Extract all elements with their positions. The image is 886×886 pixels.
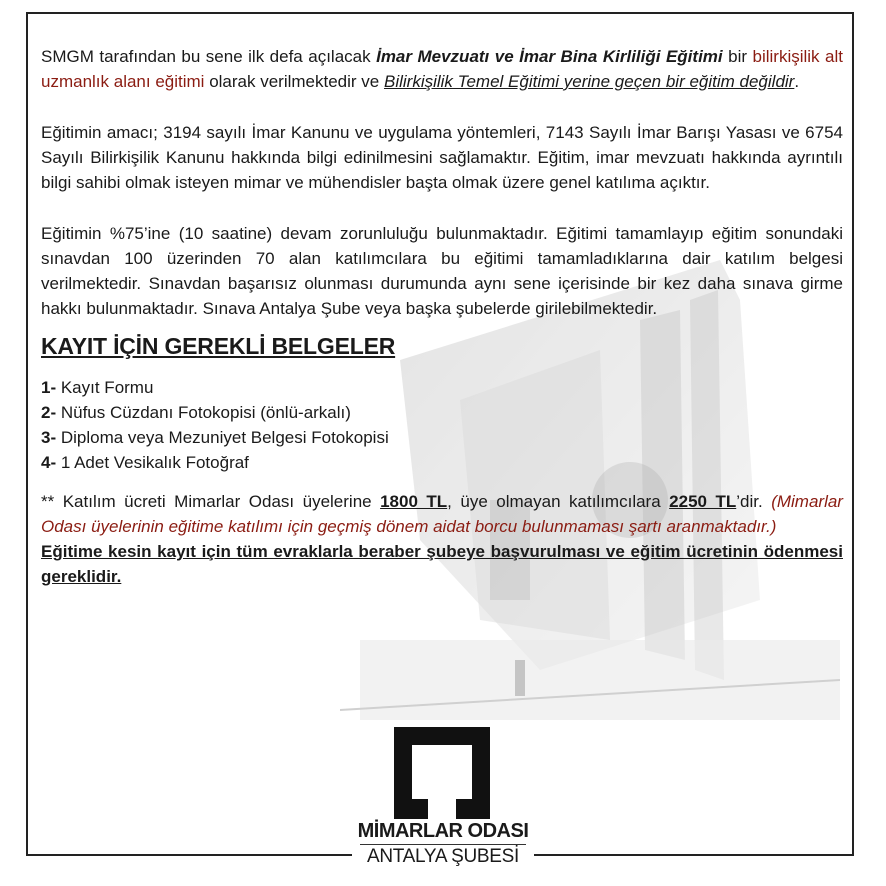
intro-text: olarak verilmektedir ve	[204, 72, 384, 91]
member-price: 1800 TL	[380, 492, 448, 511]
intro-text: bir	[722, 47, 753, 66]
list-item	[41, 450, 843, 475]
nonmember-price: 2250 TL	[669, 492, 737, 511]
list-text: 1 Adet Vesikalık Fotoğraf	[56, 453, 249, 472]
fee-paragraph	[41, 489, 843, 539]
specialty-text: bilirkişilik alt uzmanlık alanı eğitimi	[41, 47, 843, 91]
org-branch: ANTALYA ŞUBESİ	[366, 846, 520, 867]
attendance-paragraph: Eğitimin %75’ine (10 saatine) devam zorunluluğu bulunmaktadır. Eğitimi tamamlayıp eğitim sonundaki sınavdan 100 üzerinden 70 alan katılımcılara bu eğitimi tamamladıklarına dair katılım belgesi verilmektedir. Sınavdan başarısız olunması durumunda aynı sene içerisinde bir kez daha sınava girme hakkı bulunmaktadır. Sınava Antalya Şube veya başka şubelerde girilebilmektedir.	[41, 224, 843, 318]
fee-note: (Mimarlar Odası üyelerinin eğitime katılımı için geçmiş dönem aidat borcu bulunmaması şartı aranmaktadır.)	[41, 492, 843, 536]
intro-paragraph	[41, 44, 843, 94]
list-item	[41, 425, 843, 450]
disclaimer-text: Bilirkişilik Temel Eğitimi yerine geçen bir eğitim değildir	[383, 72, 795, 91]
mimarlar-odasi-logo	[394, 727, 490, 819]
list-item	[41, 400, 843, 425]
document-body	[41, 44, 843, 589]
fee-text: ’dir.	[736, 492, 763, 511]
org-divider	[360, 844, 526, 845]
list-text: Diploma veya Mezuniyet Belgesi Fotokopisi	[56, 428, 389, 447]
list-text: Kayıt Formu	[56, 378, 154, 397]
fee-text: , üye olmayan katılımcılara	[447, 492, 670, 511]
intro-text: .	[794, 72, 800, 91]
list-item	[41, 375, 843, 400]
list-text: Nüfus Cüzdanı Fotokopisi (önlü-arkalı)	[56, 403, 351, 422]
org-name: MİMARLAR ODASI	[357, 820, 529, 842]
requirements-heading: KAYIT İÇİN GEREKLİ BELGELER	[41, 333, 396, 359]
purpose-paragraph: Eğitimin amacı; 3194 sayılı İmar Kanunu ve uygulama yöntemleri, 7143 Sayılı İmar Barışı Yasası ve 6754 Sayılı Bilirkişilik Kanunu hakkında bilgi edinilmesini sağlamaktır. Eğitim, imar mevzuatı hakkında ayrıntılı bilgi sahibi olmak isteyen mimar ve mühendisler başta olmak üzere genel katılıma açıktır.	[41, 123, 843, 192]
fee-text: ** Katılım ücreti Mimarlar Odası üyelerine	[41, 492, 381, 511]
final-note: Eğitime kesin kayıt için tüm evraklarla beraber şubeye başvurulması ve eğitim ücretinin ödenmesi gereklidir.	[41, 542, 843, 586]
list-number: 3-	[41, 428, 57, 447]
requirements-list	[41, 375, 843, 475]
intro-text: SMGM tarafından bu sene ilk defa açılacak	[41, 47, 377, 66]
list-number: 1-	[41, 378, 57, 397]
course-title: İmar Mevzuatı ve İmar Bina Kirliliği Eğitimi	[376, 47, 723, 66]
list-number: 2-	[41, 403, 57, 422]
list-number: 4-	[41, 453, 57, 472]
